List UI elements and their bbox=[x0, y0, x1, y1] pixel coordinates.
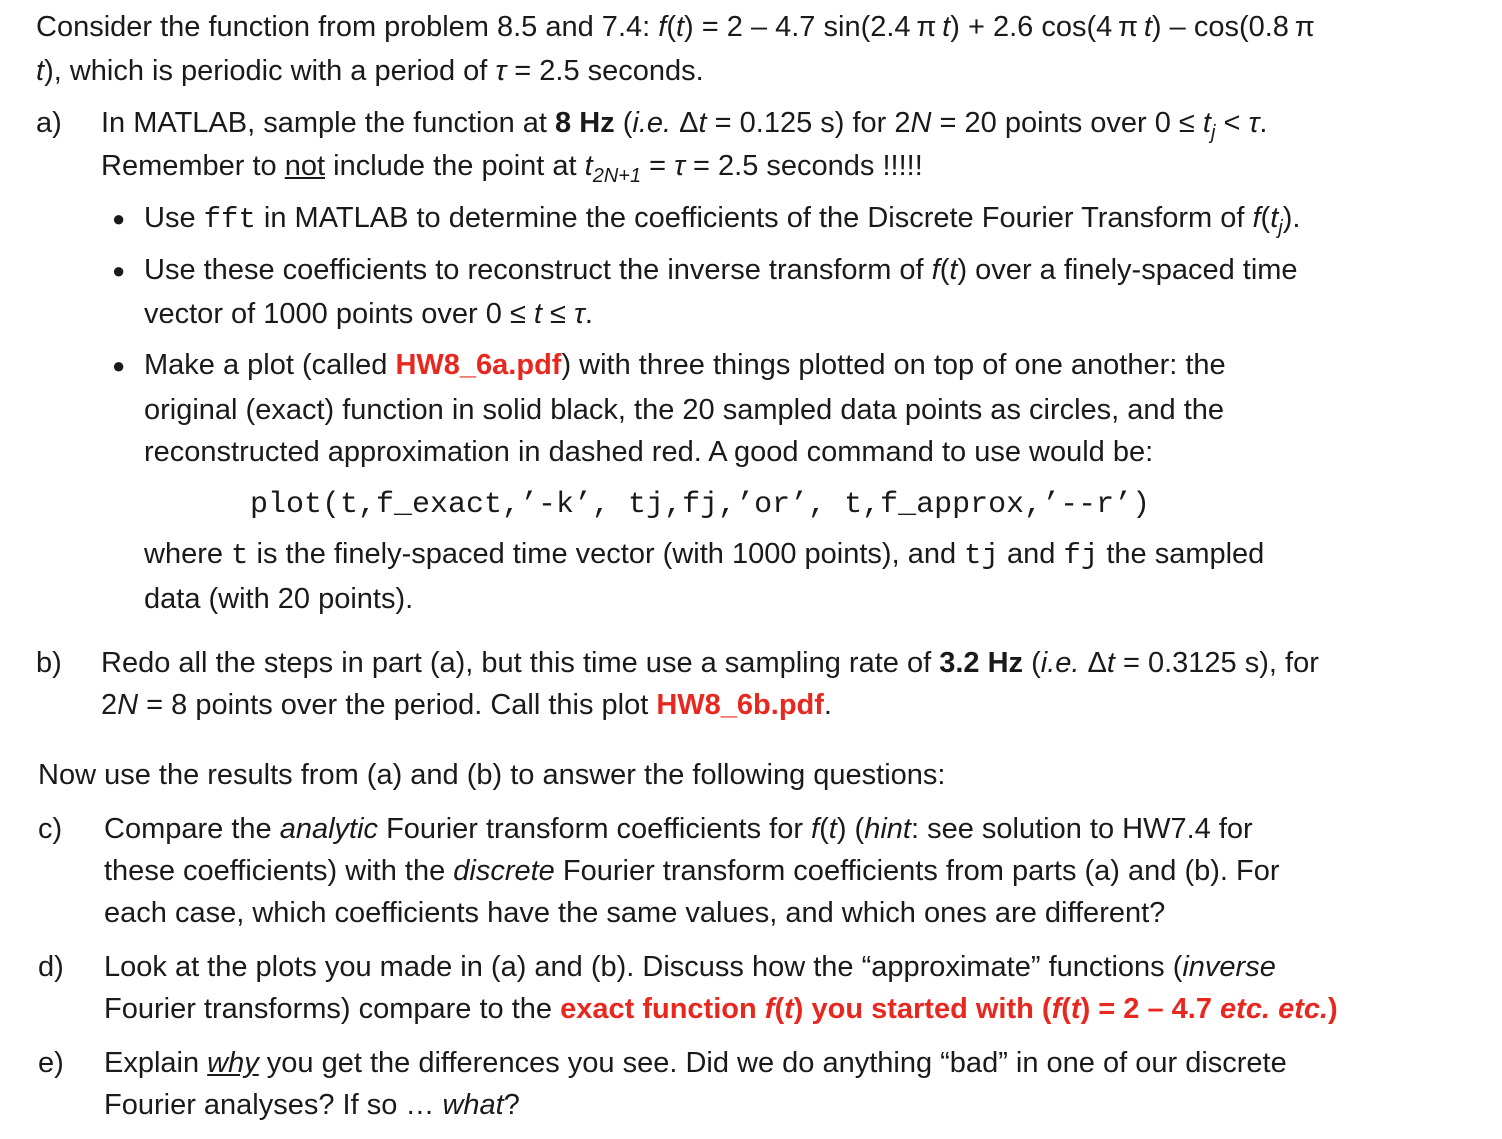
part-e-line-2: Fourier analyses? If so … what? bbox=[104, 1089, 520, 1121]
part-a-bullet-1: Use fft in MATLAB to determine the coefficients of the Discrete Fourier Transform of $f(t_j)$. bbox=[144, 202, 1301, 239]
part-a-where-line-1: where t is the finely-spaced time vector (with 1000 points), and tj and fj the sampled bbox=[144, 538, 1265, 572]
bullet-icon: ● bbox=[112, 206, 126, 231]
part-a-bullet-3-line-1: Make a plot (called HW8_6a.pdf) with three things plotted on top of one another: the bbox=[144, 349, 1226, 381]
part-a-label: a) bbox=[36, 107, 62, 139]
part-c-line-3: each case, which coefficients have the same values, and which ones are different? bbox=[104, 897, 1166, 929]
part-a-line-2: Remember to not include the point at $t_{2N+1} = \tau = 2.5$ seconds !!!!! bbox=[101, 150, 923, 187]
part-b-line-2: 2N = 8 points over the period. Call this plot HW8_6b.pdf. bbox=[101, 689, 832, 721]
intro-line-2: t), which is periodic with a period of τ = 2.5 seconds. bbox=[36, 55, 704, 87]
part-d-line-1: Look at the plots you made in (a) and (b). Discuss how the “approximate” functions (inverse bbox=[104, 951, 1276, 983]
part-a-bullet-2-line-1: Use these coefficients to reconstruct the inverse transform of f(t) over a finely-spaced time bbox=[144, 254, 1298, 286]
bullet-icon: ● bbox=[112, 353, 126, 378]
part-a-line-1: In MATLAB, sample the function at 8 Hz (i.e. Δt = 0.125 s) for 2N = 20 points over $0 \le t_j < \tau$. bbox=[101, 107, 1268, 144]
questions-intro: Now use the results from (a) and (b) to answer the following questions: bbox=[38, 759, 946, 791]
part-b-line-1: Redo all the steps in part (a), but this time use a sampling rate of 3.2 Hz (i.e. Δt = 0.3125 s), for bbox=[101, 647, 1319, 679]
part-e-label: e) bbox=[38, 1047, 64, 1079]
part-a-where-line-2: data (with 20 points). bbox=[144, 583, 414, 615]
part-c-label: c) bbox=[38, 813, 63, 845]
part-a-bullet-2-line-2: vector of 1000 points over 0 ≤ t ≤ τ. bbox=[144, 298, 593, 330]
part-c-line-1: Compare the analytic Fourier transform coefficients for f(t) (hint: see solution to HW7.4 for bbox=[104, 813, 1253, 845]
part-a-bullet-3-line-3: reconstructed approximation in dashed red. A good command to use would be: bbox=[144, 436, 1154, 468]
part-b-label: b) bbox=[36, 647, 62, 679]
part-d-line-2: Fourier transforms) compare to the exact function f(t) you started with (f(t) = 2 – 4.7 etc. etc.) bbox=[104, 993, 1338, 1025]
part-c-line-2: these coefficients) with the discrete Fourier transform coefficients from parts (a) and (b). For bbox=[104, 855, 1280, 887]
matlab-code: plot(t,f_exact,’-k’, tj,fj,’or’, t,f_approx,’--r’) bbox=[250, 488, 1151, 522]
bullet-icon: ● bbox=[112, 258, 126, 283]
part-d-label: d) bbox=[38, 951, 64, 983]
part-e-line-1: Explain why you get the differences you see. Did we do anything “bad” in one of our discrete bbox=[104, 1047, 1287, 1079]
part-a-bullet-3-line-2: original (exact) function in solid black, the 20 sampled data points as circles, and the bbox=[144, 394, 1225, 426]
intro-line-1: Consider the function from problem 8.5 and 7.4: f(t) = 2 – 4.7 sin(2.4 π t) + 2.6 cos(4 π t) – cos(0.8 π bbox=[36, 11, 1315, 43]
